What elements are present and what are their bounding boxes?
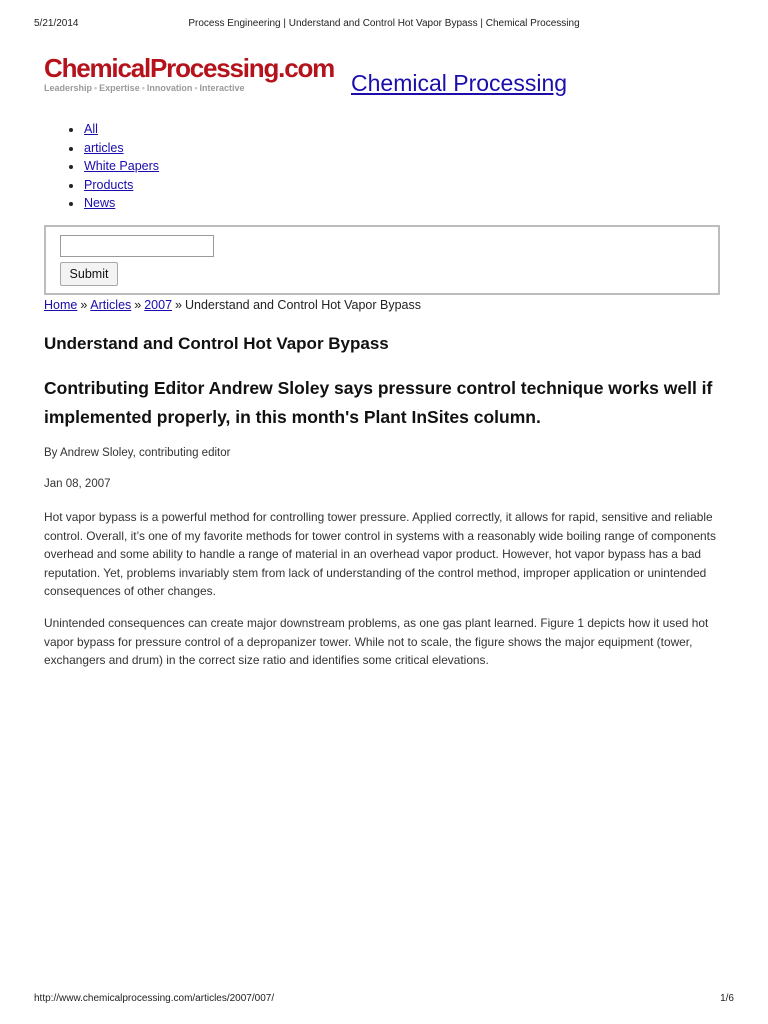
nav-item-products xyxy=(66,176,159,195)
article-date: Jan 08, 2007 xyxy=(44,478,111,490)
nav-item-news xyxy=(66,194,159,213)
nav-item-white-papers xyxy=(66,157,159,176)
bullet-icon xyxy=(69,147,73,151)
submit-button[interactable]: Submit xyxy=(60,262,118,286)
nav-link-products[interactable]: Products xyxy=(84,177,134,192)
breadcrumb-separator: » xyxy=(80,298,88,312)
nav-link-articles[interactable]: articles xyxy=(84,140,124,155)
search-form xyxy=(44,225,720,295)
print-url: http://www.chemicalprocessing.com/articles/2007/007/ xyxy=(34,993,275,1004)
nav-item-articles xyxy=(66,139,159,158)
nav-item-all xyxy=(66,120,159,139)
bullet-icon xyxy=(69,184,73,188)
logo-tagline xyxy=(44,83,350,93)
bullet-icon xyxy=(69,165,73,169)
breadcrumb-separator: » xyxy=(134,298,142,312)
bullet-icon xyxy=(69,202,73,206)
nav-link-white-papers[interactable]: White Papers xyxy=(84,159,160,174)
breadcrumb-link-2007[interactable]: 2007 xyxy=(144,298,173,312)
breadcrumb-current: Understand and Control Hot Vapor Bypass xyxy=(185,298,422,312)
print-header xyxy=(34,18,734,32)
tagline-item: Expertise xyxy=(99,83,140,93)
article-paragraph: Hot vapor bypass is a powerful method for controlling tower pressure. Applied correctly, it allows for rapid, sensitive and reliable control. Overall, it’s one of my favorite methods for tower control in systems with a reasonably wide boiling range of components overhead and some ability to handle a range of material in an overhead vapor product. However, hot vapor bypass has a bad reputation. Yet, problems invariably stem from lack of understanding of the control method, improper application or unintended consequences of other changes. xyxy=(44,510,716,599)
tagline-item: Innovation xyxy=(146,83,193,93)
article-paragraph: Unintended consequences can create major downstream problems, as one gas plant learned. Figure 1 depicts how it used hot vapor bypass for pressure control of a depropanizer tower. While not to scale, the figure shows the major equipment (tower, exchangers and drum) in the correct size ratio and identifies some critical elevations. xyxy=(44,616,709,668)
tagline-dot-icon: • xyxy=(94,83,98,93)
nav-link-all[interactable]: All xyxy=(84,122,98,136)
article-title: Understand and Control Hot Vapor Bypass xyxy=(44,334,389,353)
breadcrumb-link-home[interactable]: Home xyxy=(44,298,78,312)
article-subtitle: Contributing Editor Andrew Sloley says pressure control technique works well if implemented properly, in this month's Plant InSites column. xyxy=(44,378,713,427)
site-title-link[interactable]: Chemical Processing xyxy=(351,70,568,96)
breadcrumb-separator: » xyxy=(175,298,182,312)
tagline-item: Interactive xyxy=(199,83,245,93)
bullet-icon xyxy=(69,128,73,132)
breadcrumb-link-articles[interactable]: Articles xyxy=(90,298,132,312)
breadcrumb xyxy=(44,298,421,312)
nav-link-news[interactable]: News xyxy=(84,196,116,211)
print-page-number: 1/6 xyxy=(720,993,734,1004)
logo-wordmark: ChemicalProcessing.com xyxy=(44,53,335,83)
print-date: 5/21/2014 xyxy=(34,18,79,29)
print-footer xyxy=(34,993,734,1007)
article-byline: By Andrew Sloley, contributing editor xyxy=(44,447,231,459)
tagline-dot-icon: • xyxy=(141,83,145,93)
search-input[interactable] xyxy=(60,235,214,257)
tagline-dot-icon: • xyxy=(194,83,198,93)
print-page-title: Process Engineering | Understand and Control Hot Vapor Bypass | Chemical Processing xyxy=(188,18,580,29)
main-nav xyxy=(66,120,159,213)
site-logo[interactable] xyxy=(44,54,350,93)
tagline-item: Leadership xyxy=(44,83,93,93)
